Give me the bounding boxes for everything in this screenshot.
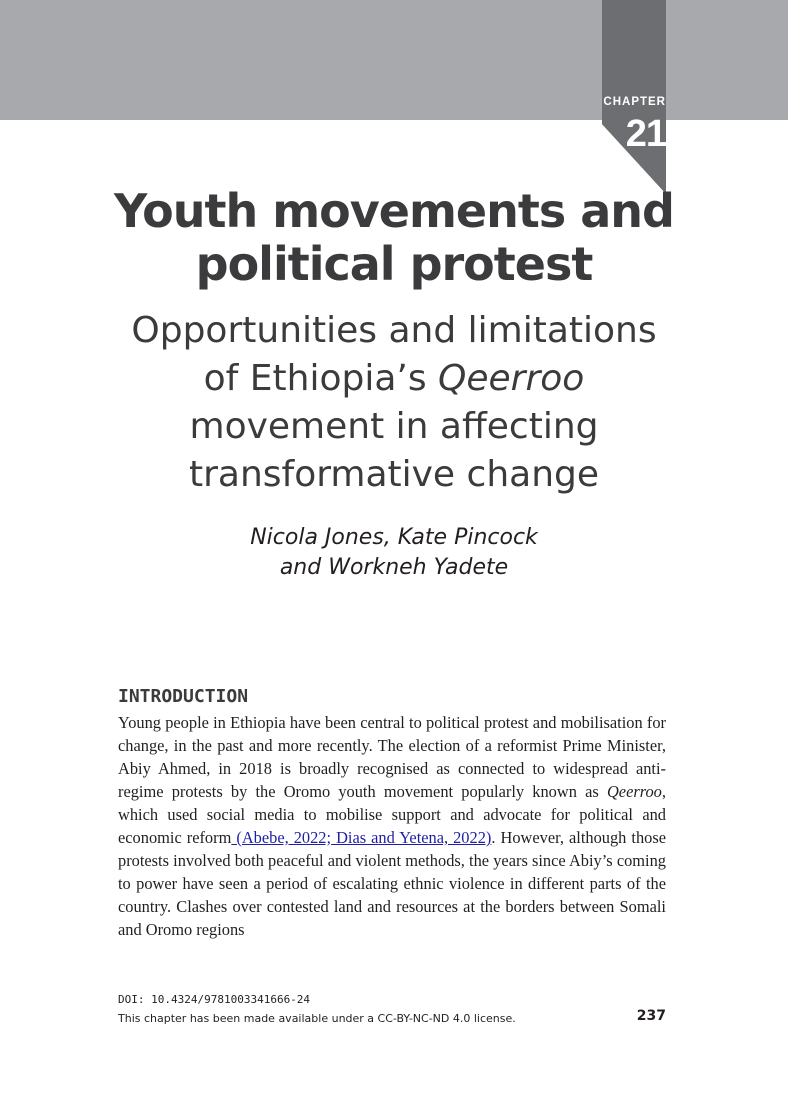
page-number: 237 (636, 1008, 666, 1024)
paragraph-text: , which used social media to mobilise support and advocate for political and economic reform (118, 782, 666, 847)
chapter-subtitle-line-3: movement in affecting (189, 406, 599, 447)
citation-link-dias-yetena[interactable]: Dias and Yetena, 2022) (331, 828, 492, 847)
paragraph-text: Young people in Ethiopia have been central to political protest and mobilisation for change, in the past and more recently. The election of a reformist Prime Minister, Abiy Ahmed, in 2018 is broadly recognised as connected to widespread anti-regime protests by the Oromo youth movement popularly known as (118, 713, 666, 801)
header-band (0, 0, 788, 120)
paragraph-text: . However, although those protests involved both peaceful and violent methods, the years since Abiy’s coming to power have seen a period of escalating ethnic violence in different parts of the country. Clashes over contested land and resources at the borders between Somali and Oromo regions (118, 828, 666, 939)
authors-line-2: and Workneh Yadete (279, 555, 509, 580)
chapter-subtitle-line-4: transformative change (188, 454, 600, 495)
chapter-title (100, 185, 688, 291)
citation-link-abebe[interactable]: (Abebe, 2022; (231, 828, 332, 847)
subtitle-text: of Ethiopia’s (203, 358, 439, 399)
chapter-title-line-2: political protest (195, 237, 593, 291)
chapter-title-line-1: Youth movements and (114, 184, 674, 238)
license-note: This chapter has been made available under a CC-BY-NC-ND 4.0 license. (118, 1012, 516, 1025)
italic-term: Qeerroo (606, 782, 662, 801)
chapter-subtitle-line-1: Opportunities and limitations (131, 310, 657, 351)
section-heading: INTRODUCTION (118, 686, 249, 707)
chapter-number: 21 (625, 113, 666, 155)
body-paragraph (118, 711, 666, 941)
authors (150, 523, 638, 583)
authors-line-1: Nicola Jones, Kate Pincock (250, 525, 538, 550)
chapter-subtitle (100, 307, 688, 499)
doi: DOI: 10.4324/9781003341666-24 (118, 993, 311, 1006)
chapter-label: CHAPTER (603, 96, 666, 108)
subtitle-italic-term: Qeerroo (438, 358, 585, 399)
chapter-subtitle-line-2 (100, 355, 688, 403)
